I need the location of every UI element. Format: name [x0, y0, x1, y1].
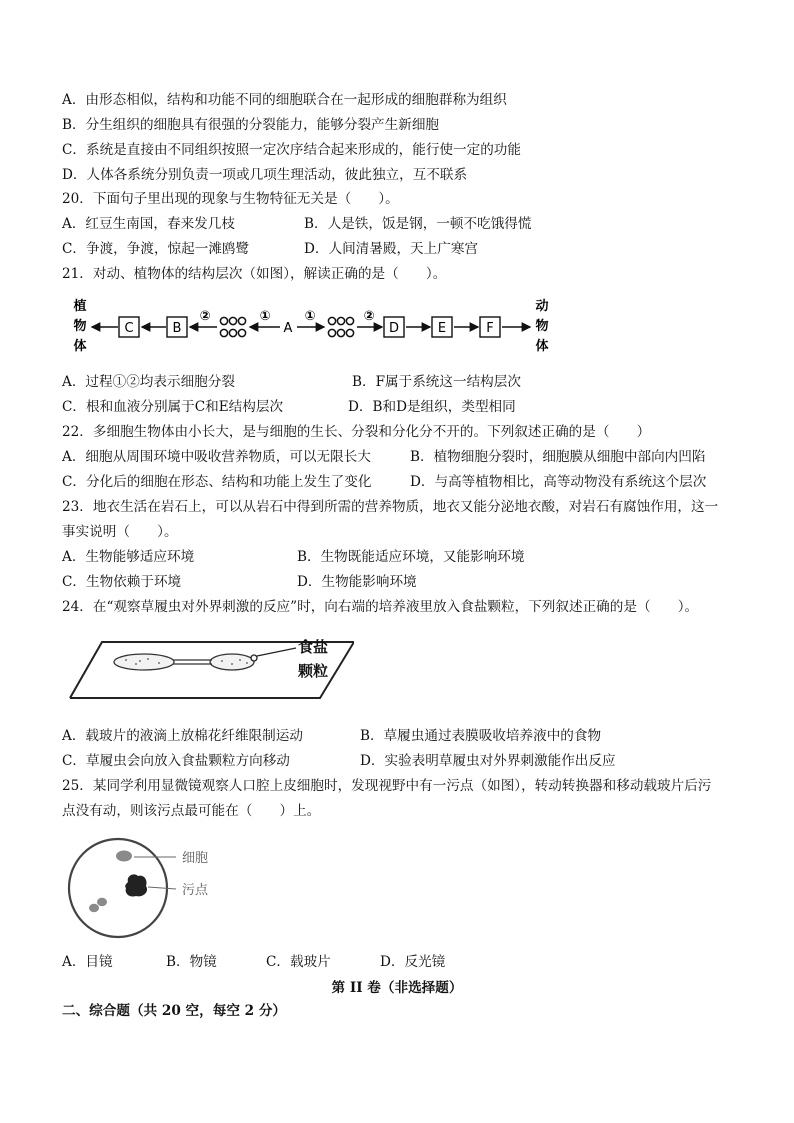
connecting-channel — [173, 660, 212, 664]
q19-option-a: A．由形态相似，结构和功能不同的细胞联合在一起形成的细胞群称为组织 — [62, 92, 507, 108]
plant-body-char-2: 物 — [73, 319, 87, 334]
q23-option-c: C．生物依赖于环境 — [62, 574, 182, 590]
q25-option-b: B．物镜 — [166, 954, 217, 970]
box-c-label: C — [124, 321, 134, 336]
q23-stem-line2: 事实说明（ ）。 — [62, 524, 178, 540]
q25-stem-line2: 点没有动，则该污点最可能在（ ）上。 — [62, 803, 321, 819]
q21-option-b: B．F属于系统这一结构层次 — [352, 374, 521, 390]
q20-option-b: B．人是铁，饭是钢，一顿不吃饿得慌 — [304, 216, 532, 232]
q22-option-c: C．分化后的细胞在形态、结构和功能上发生了变化 — [62, 474, 372, 490]
q25-option-d: D．反光镜 — [380, 954, 446, 970]
box-f-label: F — [486, 321, 494, 336]
step1-left: ① — [259, 309, 271, 324]
q25-option-a: A．目镜 — [62, 954, 113, 970]
box-e-label: E — [437, 321, 447, 336]
animal-body-char-2: 物 — [535, 319, 549, 334]
part2-title: 第 II 卷（非选择题） — [331, 980, 463, 996]
q24-option-b: B．草履虫通过表膜吸收培养液中的食物 — [360, 728, 602, 744]
q21-option-c: C．根和血液分别属于C和E结构层次 — [62, 399, 284, 415]
step2-right: ② — [363, 309, 375, 324]
cell-cluster-right — [328, 317, 353, 336]
box-d-label: D — [388, 321, 400, 336]
structure-level-diagram — [70, 294, 560, 360]
animal-body-char-1: 动 — [535, 299, 549, 314]
q24-option-c: C．草履虫会向放入食盐颗粒方向移动 — [62, 753, 290, 769]
cell-blob — [116, 851, 132, 862]
q23-stem-line1: 23．地衣生活在岩石上，可以从岩石中得到所需的营养物质，地衣又能分泌地衣酸，对岩石有腐蚀作用，这一 — [62, 499, 719, 515]
q20-stem: 20．下面句子里出现的现象与生物特征无关是（ ）。 — [62, 191, 399, 207]
q19-option-b: B．分生组织的细胞具有很强的分裂能力，能够分裂产生新细胞 — [62, 117, 440, 133]
salt-label-line2: 颗粒 — [298, 662, 329, 680]
microscope-field-figure — [66, 832, 246, 942]
q24-option-d: D．实验表明草履虫对外界刺激能作出反应 — [360, 753, 616, 769]
culture-drop-right — [210, 654, 254, 670]
section2-title: 二、综合题（共 20 空，每空 2 分） — [62, 1003, 287, 1019]
q25-option-c: C．载玻片 — [266, 954, 331, 970]
q24-option-a: A．载玻片的液滴上放棉花纤维限制运动 — [62, 728, 303, 744]
cell-cluster-left — [220, 317, 245, 336]
center-a: A — [283, 321, 293, 336]
spot-label: 污点 — [182, 883, 209, 898]
culture-drop-left — [114, 654, 174, 670]
salt-granule-icon — [251, 655, 257, 661]
salt-label-line1: 食盐 — [298, 638, 329, 656]
q20-option-c: C．争渡，争渡，惊起一滩鸥鹭 — [62, 241, 250, 257]
q22-option-a: A．细胞从周围环境中吸收营养物质，可以无限长大 — [62, 449, 371, 465]
step2-left: ② — [199, 309, 211, 324]
animal-body-char-3: 体 — [535, 339, 549, 354]
plant-body-char-3: 体 — [73, 339, 87, 354]
stain-spot — [125, 874, 147, 896]
q25-stem-line1: 25．某同学利用显微镜观察人口腔上皮细胞时，发现视野中有一污点（如图），转动转换器和移动载玻片后污 — [62, 778, 712, 794]
cell-label: 细胞 — [182, 851, 209, 866]
box-b-label: B — [172, 321, 182, 336]
q21-option-a: A．过程①②均表示细胞分裂 — [62, 374, 235, 390]
q23-option-b: B．生物既能适应环境，又能影响环境 — [297, 549, 525, 565]
q19-option-c: C．系统是直接由不同组织按照一定次序结合起来形成的，能行使一定的功能 — [62, 142, 521, 158]
q22-stem: 22．多细胞生物体由小长大，是与细胞的生长、分裂和分化分不开的。下列叙述正确的是（ ） — [62, 424, 651, 440]
q23-option-d: D．生物能影响环境 — [297, 574, 417, 590]
q24-stem: 24．在“观察草履虫对外界刺激的反应”时，向右端的培养液里放入食盐颗粒，下列叙述正确的是（ ）。 — [62, 599, 699, 615]
q22-option-d: D．与高等植物相比，高等动物没有系统这个层次 — [410, 474, 707, 490]
q22-option-b: B．植物细胞分裂时，细胞膜从细胞中部向内凹陷 — [410, 449, 706, 465]
q21-stem: 21．对动、植物体的结构层次（如图），解读正确的是（ ）。 — [62, 266, 447, 282]
plant-body-char-1: 植 — [73, 299, 87, 314]
step1-right: ① — [304, 309, 316, 324]
q20-option-a: A．红豆生南国，春来发几枝 — [62, 216, 235, 232]
q19-option-d: D．人体各系统分别负责一项或几项生理活动，彼此独立，互不联系 — [62, 167, 468, 183]
q23-option-a: A．生物能够适应环境 — [62, 549, 195, 565]
q21-option-d: D．B和D是组织，类型相同 — [348, 399, 516, 415]
q20-option-d: D．人间清暑殿，天上广寒宫 — [304, 241, 479, 257]
